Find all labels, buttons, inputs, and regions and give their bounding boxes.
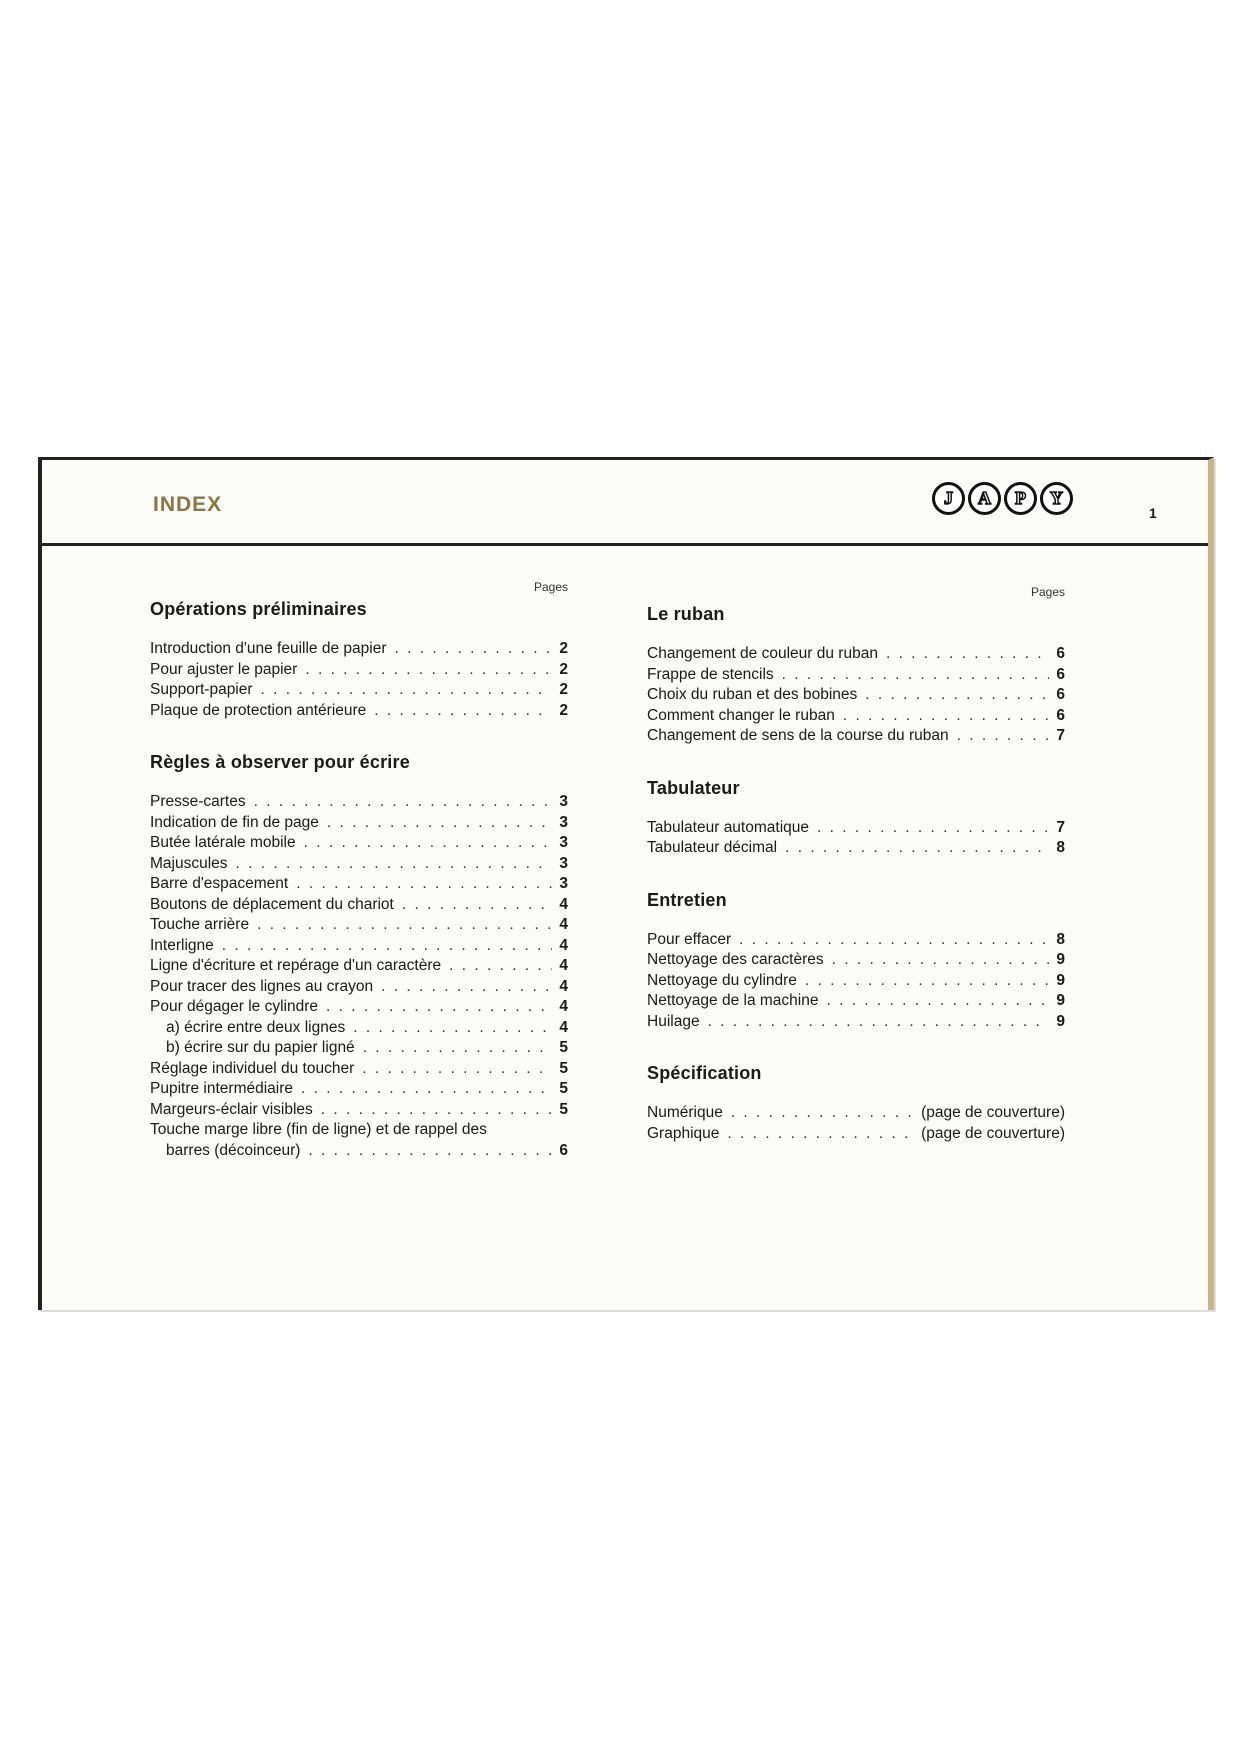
index-entry (150, 895, 568, 916)
entry-label: Ligne d'écriture et repérage d'un caractère (150, 957, 442, 974)
entry-page: 5 (559, 1100, 568, 1118)
japy-logo (932, 482, 1073, 515)
leader-dots (843, 706, 1049, 727)
index-subentry (150, 1018, 568, 1039)
entry-label: Pupitre intermédiaire (150, 1080, 294, 1097)
index-entry (647, 991, 1065, 1012)
entry-label: Majuscules (150, 854, 228, 872)
leader-dots (257, 915, 552, 936)
entry-page: 2 (559, 681, 568, 698)
entry-page: 7 (1056, 818, 1065, 836)
leader-dots (296, 874, 552, 895)
entry-page: 3 (559, 813, 568, 831)
leader-dots (353, 1018, 552, 1039)
leader-dots (362, 1059, 552, 1080)
entry-label: b) écrire sur du papier ligné (166, 1039, 355, 1056)
header-divider (42, 543, 1208, 546)
entry-label: Pour tracer des lignes au crayon (150, 977, 374, 995)
entry-page: 6 (1056, 706, 1065, 724)
entry-page: 9 (1056, 1012, 1065, 1030)
page-title: INDEX (153, 493, 223, 516)
pages-column-label: Pages (533, 580, 568, 594)
leader-dots (222, 936, 552, 957)
leader-dots (727, 1124, 915, 1145)
section-tabulateur (647, 778, 1065, 859)
index-entry (647, 665, 1065, 686)
entry-page: 3 (559, 834, 568, 851)
logo-letter: P (1004, 482, 1037, 515)
entry-page: 8 (1056, 839, 1065, 856)
entry-page: 2 (559, 660, 568, 678)
index-entry (150, 701, 568, 722)
logo-letter: J (932, 482, 965, 515)
entry-page: 3 (559, 854, 568, 872)
entry-label: Frappe de stencils (647, 665, 774, 683)
index-entry (647, 685, 1065, 706)
index-entry (647, 1012, 1065, 1033)
logo-letter: A (968, 482, 1001, 515)
section-entretien (647, 890, 1065, 1033)
entry-label: barres (décoinceur) (166, 1141, 301, 1159)
leader-dots (826, 991, 1049, 1012)
entry-label: Tabulateur automatique (647, 818, 810, 836)
leader-dots (402, 895, 552, 916)
index-entry (150, 956, 568, 977)
entry-label: Graphique (647, 1124, 720, 1142)
section-title: Tabulateur (647, 777, 740, 798)
section-specification (647, 1063, 1065, 1144)
index-entry-line (150, 1120, 568, 1141)
entry-page: 4 (559, 1018, 568, 1036)
entry-page: 5 (559, 1059, 568, 1077)
entry-page: 4 (559, 916, 568, 933)
entry-label: Choix du ruban et des bobines (647, 686, 858, 703)
entry-page: 4 (559, 936, 568, 954)
section-title: Spécification (647, 1063, 762, 1083)
entry-page: 5 (559, 1080, 568, 1097)
entry-label: Tabulateur décimal (647, 839, 778, 856)
index-entry (150, 936, 568, 957)
section-title: Entretien (647, 889, 727, 910)
index-entry (150, 1100, 568, 1121)
leader-dots (782, 665, 1049, 686)
entry-label: Changement de sens de la course du ruban (647, 727, 949, 744)
entry-page: 4 (559, 895, 568, 913)
index-entry (647, 644, 1065, 665)
entry-label: Interligne (150, 936, 214, 954)
pages-column-label: Pages (1030, 585, 1065, 599)
leader-dots (301, 1079, 552, 1100)
leader-dots (374, 701, 552, 722)
page-number: 1 (1149, 505, 1157, 521)
leader-dots (832, 950, 1049, 971)
leader-dots (739, 930, 1049, 951)
entry-page: 9 (1056, 992, 1065, 1009)
index-entry (647, 971, 1065, 992)
entry-label: Nettoyage de la machine (647, 992, 819, 1009)
leader-dots (236, 854, 552, 875)
entry-label: a) écrire entre deux lignes (166, 1018, 346, 1036)
entry-label: Pour ajuster le papier (150, 660, 298, 678)
entry-page: 8 (1056, 930, 1065, 948)
entry-page: 3 (559, 793, 568, 810)
index-entry (647, 930, 1065, 951)
leader-dots (395, 639, 553, 660)
index-page (38, 457, 1214, 1310)
entry-page: 4 (559, 957, 568, 974)
logo-letter: Y (1040, 482, 1073, 515)
entry-label: Touche arrière (150, 916, 250, 933)
entry-page: 9 (1056, 971, 1065, 989)
index-entry (647, 818, 1065, 839)
leader-dots (785, 838, 1049, 859)
leader-dots (326, 997, 552, 1018)
entry-page: (page de couverture) (921, 1104, 1065, 1121)
section-title: Opérations préliminaires (150, 599, 367, 619)
index-entry (150, 854, 568, 875)
section-title: Le ruban (647, 604, 725, 624)
index-entry (647, 726, 1065, 747)
index-entry (150, 1059, 568, 1080)
leader-dots (304, 833, 552, 854)
entry-page: 6 (1056, 645, 1065, 662)
leader-dots (321, 1100, 552, 1121)
leader-dots (886, 644, 1049, 665)
entry-page: 2 (559, 701, 568, 719)
entry-label: Touche marge libre (fin de ligne) et de rappel des (150, 1121, 487, 1138)
leader-dots (363, 1038, 552, 1059)
index-entry (150, 660, 568, 681)
section-le-ruban (647, 604, 1065, 747)
entry-label: Huilage (647, 1012, 700, 1030)
entry-label: Changement de couleur du ruban (647, 645, 878, 662)
index-column-left (150, 580, 568, 1192)
leader-dots (817, 818, 1049, 839)
index-entry (647, 950, 1065, 971)
section-regles-ecrire (150, 752, 568, 1161)
entry-label: Numérique (647, 1104, 723, 1121)
leader-dots (261, 680, 552, 701)
entry-page: 6 (559, 1141, 568, 1159)
entry-page: 4 (559, 998, 568, 1015)
entry-page: 2 (559, 640, 568, 657)
entry-label: Indication de fin de page (150, 813, 319, 831)
entry-label: Pour effacer (647, 930, 732, 948)
entry-label: Plaque de protection antérieure (150, 701, 367, 719)
index-entry (647, 706, 1065, 727)
index-entry (150, 997, 568, 1018)
index-entry (150, 639, 568, 660)
leader-dots (731, 1103, 915, 1124)
index-entry (647, 838, 1065, 859)
entry-label: Comment changer le ruban (647, 706, 835, 724)
leader-dots (957, 726, 1049, 747)
entry-page: 6 (1056, 665, 1065, 683)
entry-label: Butée latérale mobile (150, 834, 296, 851)
entry-page: 7 (1056, 727, 1065, 744)
index-entry (647, 1103, 1065, 1124)
leader-dots (254, 792, 552, 813)
entry-label: Support-papier (150, 681, 253, 698)
entry-label: Nettoyage du cylindre (647, 971, 797, 989)
section-title: Règles à observer pour écrire (150, 752, 410, 772)
index-entry (150, 874, 568, 895)
entry-page: 3 (559, 875, 568, 892)
section-operations-preliminaires (150, 599, 568, 721)
entry-label: Barre d'espacement (150, 875, 289, 892)
leader-dots (865, 685, 1049, 706)
index-entry-continuation (150, 1141, 568, 1162)
index-entry (150, 792, 568, 813)
entry-page: 4 (559, 977, 568, 995)
entry-label: Réglage individuel du toucher (150, 1059, 355, 1077)
leader-dots (381, 977, 552, 998)
entry-label: Pour dégager le cylindre (150, 998, 319, 1015)
leader-dots (708, 1012, 1049, 1033)
index-column-right (647, 585, 1065, 1175)
index-subentry (150, 1038, 568, 1059)
entry-page: (page de couverture) (921, 1124, 1065, 1142)
index-entry (150, 1079, 568, 1100)
entry-label: Nettoyage des caractères (647, 951, 824, 968)
entry-label: Margeurs-éclair visibles (150, 1100, 313, 1118)
leader-dots (805, 971, 1049, 992)
leader-dots (305, 660, 552, 681)
entry-label: Introduction d'une feuille de papier (150, 640, 387, 657)
leader-dots (449, 956, 552, 977)
entry-label: Presse-cartes (150, 793, 246, 810)
entry-page: 6 (1056, 686, 1065, 703)
index-entry (150, 977, 568, 998)
leader-dots (327, 813, 552, 834)
index-entry (150, 915, 568, 936)
entry-label: Boutons de déplacement du chariot (150, 895, 394, 913)
index-entry (150, 813, 568, 834)
index-entry (647, 1124, 1065, 1145)
leader-dots (308, 1141, 552, 1162)
index-entry (150, 833, 568, 854)
entry-page: 5 (559, 1039, 568, 1056)
index-entry (150, 680, 568, 701)
entry-page: 9 (1056, 951, 1065, 968)
